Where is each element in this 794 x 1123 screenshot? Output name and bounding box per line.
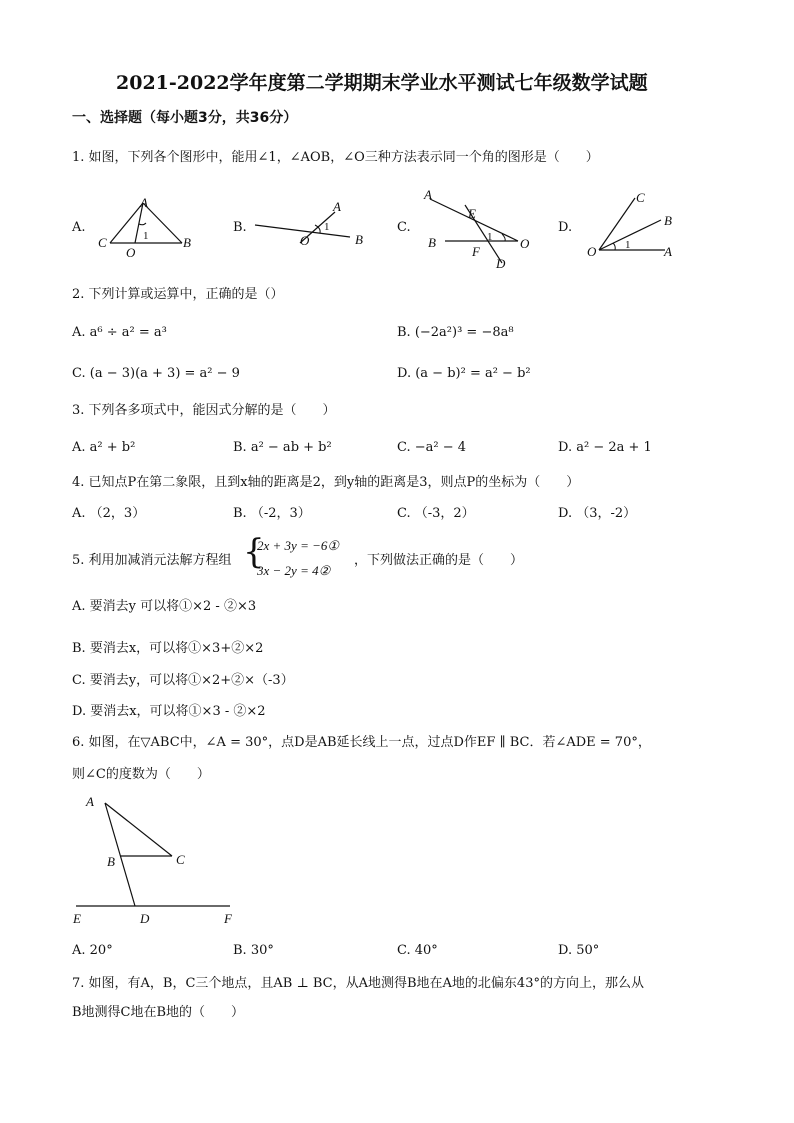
q3-option-c: C. −a² − 4 (397, 440, 467, 455)
question-7-line-2: B地测得C地在B地的（ ） (72, 1005, 245, 1020)
q1d-label-c: C (636, 190, 645, 205)
q1b-label-a: A (333, 199, 341, 214)
q4-option-b: B. （-2，3） (233, 506, 311, 521)
q2-option-b: B. (−2a²)³ = −8a⁸ (397, 325, 514, 340)
q6-option-d: D. 50° (558, 943, 600, 958)
q1c-label-e: E (468, 206, 476, 221)
q5-option-b: B. 要消去x，可以将①×3+②×2 (72, 641, 264, 656)
q2-option-a: A. a⁶ ÷ a² = a³ (72, 325, 167, 340)
q5-equation-2: 3x − 2y = 4② (257, 563, 331, 578)
q5-option-d: D. 要消去x，可以将①×3 - ②×2 (72, 704, 266, 719)
q4-option-d: D. （3，-2） (558, 506, 637, 521)
q2-option-d: D. (a − b)² = a² − b² (397, 366, 531, 381)
q1-figure-c (420, 185, 545, 275)
q1c-label-a: A (424, 187, 432, 202)
q1a-label-b: B (183, 235, 191, 250)
q1a-label-1: 1 (143, 230, 149, 242)
q1a-label-c: C (98, 235, 107, 250)
q1d-label-o: O (587, 244, 597, 259)
q1b-label-1: 1 (324, 221, 330, 233)
q1-figure-b (255, 195, 370, 255)
question-5-stem-right: ，下列做法正确的是（ ） (354, 553, 524, 568)
q6-option-c: C. 40° (397, 943, 438, 958)
section-heading: 一、选择题（每小题3分，共36分） (72, 110, 298, 126)
q1d-label-b: B (664, 213, 672, 228)
page-title: 2021-2022学年度第二学期期末学业水平测试七年级数学试题 (116, 72, 648, 94)
q5-option-c: C. 要消去y，可以将①×2+②×（-3） (72, 673, 294, 688)
q6-label-d: D (140, 911, 150, 926)
q3-option-b: B. a² − ab + b² (233, 440, 332, 455)
question-3-stem: 3. 下列各多项式中，能因式分解的是（ ） (72, 403, 336, 418)
q6-label-a: A (86, 794, 94, 809)
q2-option-c: C. (a − 3)(a + 3) = a² − 9 (72, 366, 240, 381)
q6-option-b: B. 30° (233, 943, 274, 958)
q1-option-b-label: B. (233, 220, 247, 235)
q4-option-a: A. （2，3） (72, 506, 146, 521)
q1c-label-1: 1 (487, 231, 493, 243)
q1b-label-b: B (355, 232, 363, 247)
q4-option-c: C. （-3，2） (397, 506, 475, 521)
q1-figure-a (95, 195, 205, 265)
q6-label-e: E (73, 911, 81, 926)
q3-option-a: A. a² + b² (72, 440, 136, 455)
q1-figure-d (585, 190, 685, 265)
question-4-stem: 4. 已知点P在第二象限，且到x轴的距离是2，到y轴的距离是3，则点P的坐标为（ ） (72, 475, 580, 490)
q1c-label-d: D (496, 256, 506, 271)
q3-option-d: D. a² − 2a + 1 (558, 440, 652, 455)
q1d-label-a: A (664, 244, 672, 259)
question-1-stem: 1. 如图，下列各个图形中，能用∠1，∠AOB，∠O三种方法表示同一个角的图形是（ ） (72, 150, 599, 165)
q5-equation-1: 2x + 3y = −6① (257, 538, 340, 553)
q6-label-b: B (107, 854, 115, 869)
q1a-label-a: A (140, 195, 148, 210)
q6-figure (70, 790, 245, 930)
q6-option-a: A. 20° (72, 943, 113, 958)
q1b-label-o: O (300, 233, 310, 248)
q5-option-a: A. 要消去y 可以将①×2 - ②×3 (72, 599, 257, 614)
question-5-stem-left: 5. 利用加减消元法解方程组 (72, 553, 232, 568)
question-7-line-1: 7. 如图，有A，B，C三个地点，且AB ⊥ BC，从A地测得B地在A地的北偏东43°的方向上，那么从 (72, 976, 644, 991)
q6-label-f: F (224, 911, 232, 926)
q1c-label-f: F (472, 244, 480, 259)
q1c-label-o: O (520, 236, 530, 251)
q1d-label-1: 1 (625, 239, 631, 251)
q6-label-c: C (176, 852, 185, 867)
question-6-line-1: 6. 如图，在▽ABC中，∠A = 30°，点D是AB延长线上一点，过点D作EF ∥ BC．若∠ADE = 70°， (72, 735, 651, 750)
q1-option-c-label: C. (397, 220, 411, 235)
q1-option-d-label: D. (558, 220, 573, 235)
q1-option-a-label: A. (72, 220, 86, 235)
question-6-line-2: 则∠C的度数为（ ） (72, 767, 210, 782)
q1c-label-b: B (428, 235, 436, 250)
q1a-label-o: O (126, 245, 136, 260)
system-brace: { (243, 532, 265, 572)
question-2-stem: 2. 下列计算或运算中，正确的是（） (72, 287, 284, 302)
